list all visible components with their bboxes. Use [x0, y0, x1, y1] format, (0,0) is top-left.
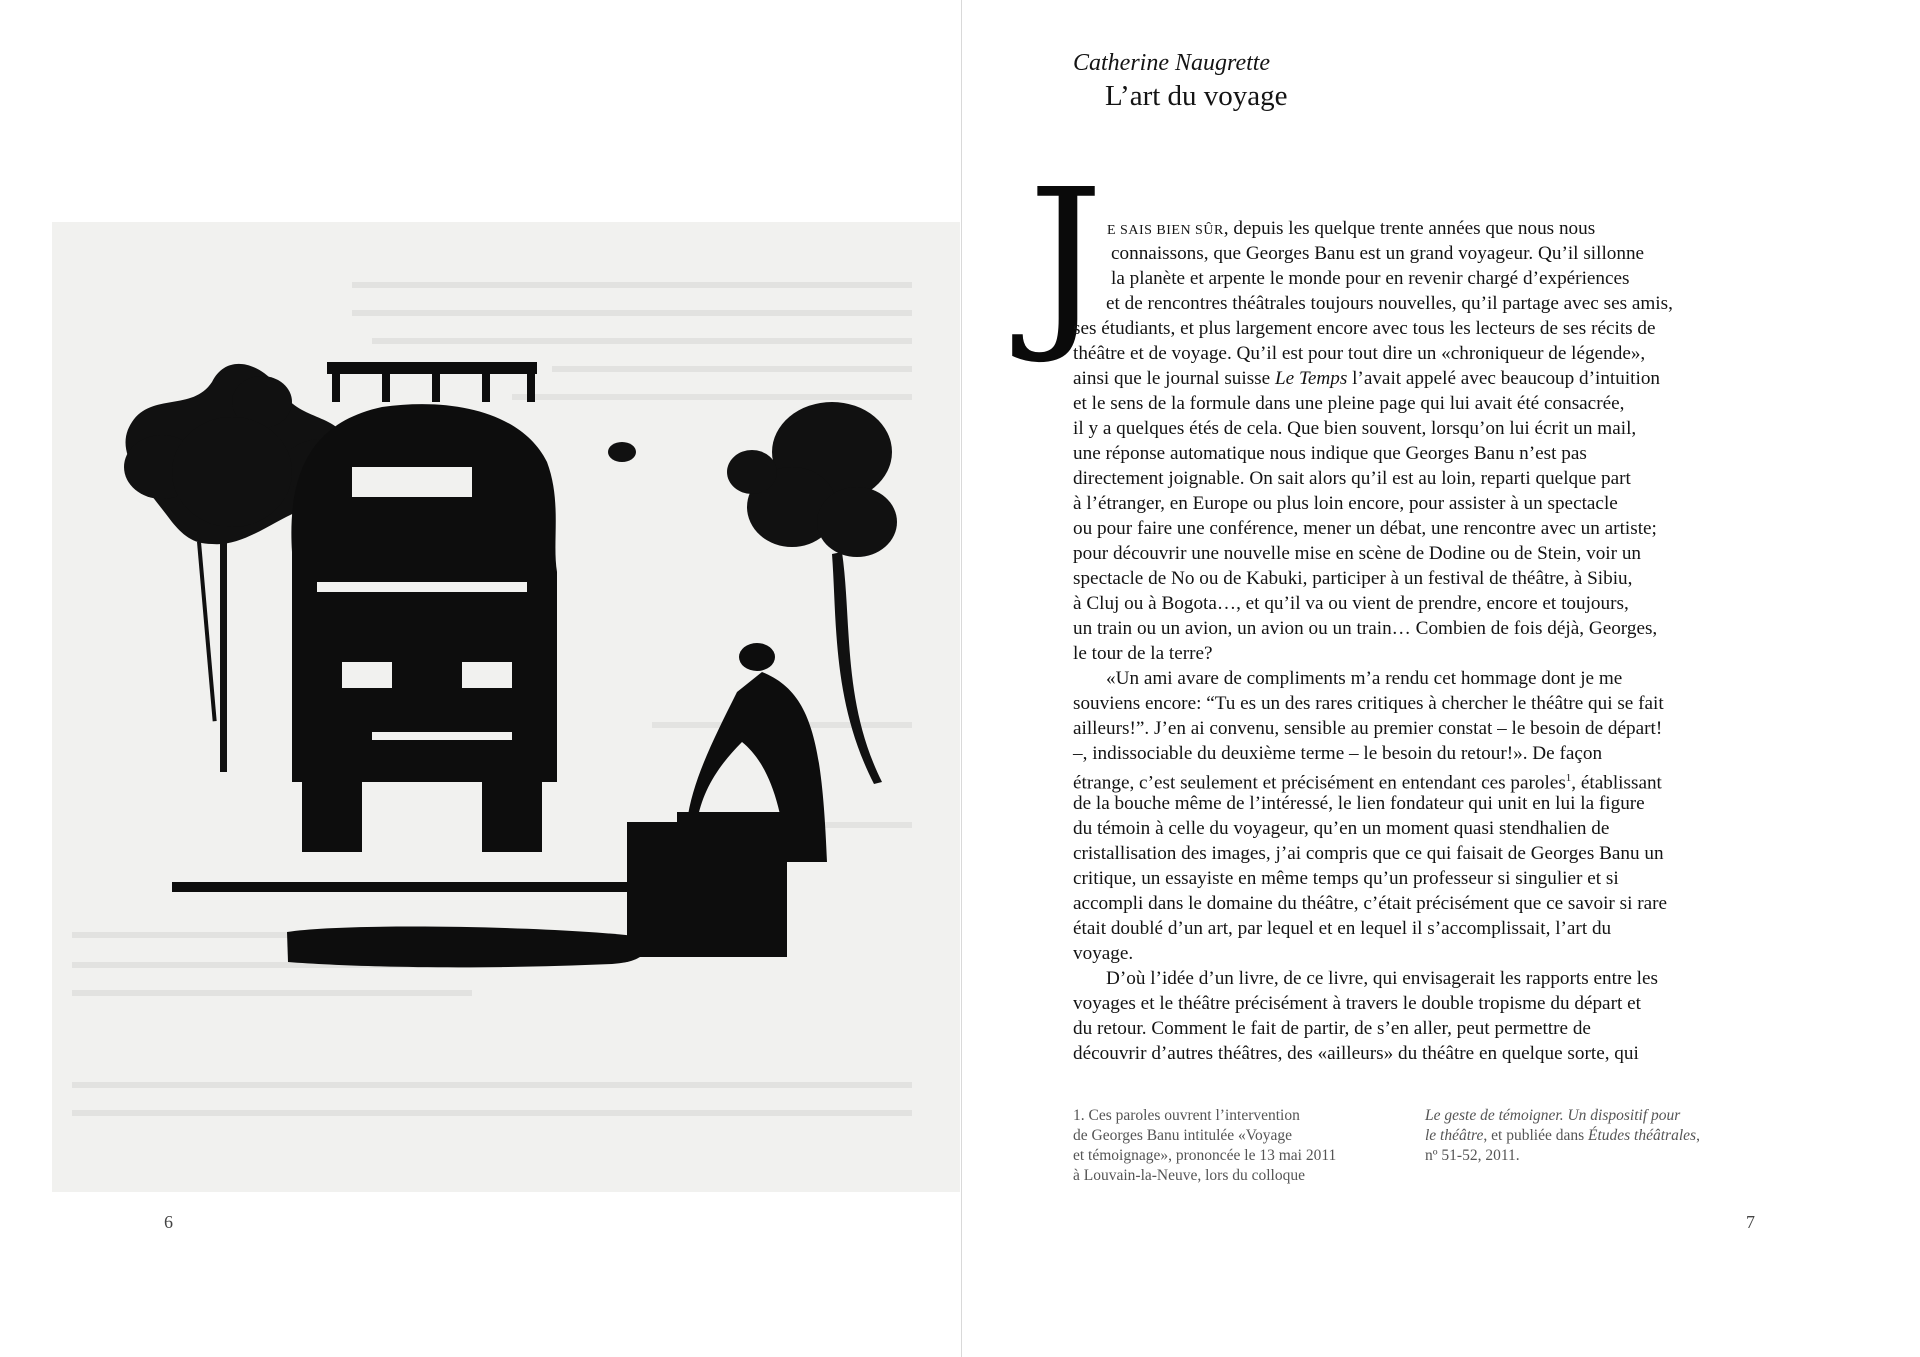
text-line: ainsi que le journal suisse Le Temps l’avait appelé avec beaucoup d’intuition — [1073, 368, 1661, 389]
text-line: D’où l’idée d’un livre, de ce livre, qui envisagerait les rapports entre les — [1106, 968, 1658, 989]
chapter-title: L’art du voyage — [1105, 80, 1288, 112]
page-number-left: 6 — [164, 1212, 173, 1232]
text-line: voyage. — [1073, 943, 1134, 964]
text-line: le tour de la terre? — [1073, 643, 1213, 664]
text-line: et de rencontres théâtrales toujours nouvelles, qu’il partage avec ses amis, — [1106, 293, 1673, 314]
page-number-right: 7 — [1746, 1212, 1755, 1232]
text-line: E SAIS BIEN SÛR, depuis les quelque trente années que nous nous — [1107, 218, 1596, 239]
text-line: pour découvrir une nouvelle mise en scène de Dodine ou de Stein, voir un — [1073, 543, 1642, 564]
drop-cap: J — [1028, 149, 1104, 368]
footnote-column-2 — [1425, 1106, 1755, 1166]
text-line: directement joignable. On sait alors qu’il est au loin, reparti quelque part — [1073, 468, 1631, 489]
text-line: voyages et le théâtre précisément à travers le double tropisme du départ et — [1073, 993, 1641, 1014]
text-line: il y a quelques étés de cela. Que bien souvent, lorsqu’on lui écrit un mail, — [1073, 418, 1637, 439]
text-line: était doublé d’un art, par lequel et en lequel il s’accomplissait, l’art du — [1073, 918, 1612, 939]
footnote-column-1 — [1073, 1106, 1373, 1186]
footnote-line: à Louvain-la-Neuve, lors du colloque — [1073, 1167, 1305, 1184]
text-line: une réponse automatique nous indique que Georges Banu n’est pas — [1073, 443, 1587, 464]
footnote-line: 1. Ces paroles ouvrent l’intervention — [1073, 1107, 1300, 1124]
page-gutter — [961, 0, 962, 1357]
text-line: étrange, c’est seulement et précisément en entendant ces paroles$^1$, établissant — [1073, 772, 1662, 794]
text-line: théâtre et de voyage. Qu’il est pour tout dire un «chroniqueur de légende», — [1073, 343, 1646, 364]
text-line: «Un ami avare de compliments m’a rendu cet hommage dont je me — [1106, 668, 1623, 689]
text-line: cristallisation des images, j’ai compris que ce qui faisait de Georges Banu un — [1073, 843, 1664, 864]
body-text — [1073, 216, 1753, 1066]
text-line: du retour. Comment le fait de partir, de s’en aller, peut permettre de — [1073, 1018, 1591, 1039]
footnote-line: Le geste de témoigner. Un dispositif pour — [1425, 1107, 1681, 1124]
text-line: souviens encore: “Tu es un des rares critiques à chercher le théâtre qui se fait — [1073, 693, 1664, 714]
text-line: un train ou un avion, un avion ou un train… Combien de fois déjà, Georges, — [1073, 618, 1658, 639]
text-line: ses étudiants, et plus largement encore avec tous les lecteurs de ses récits de — [1073, 318, 1656, 339]
text-line: ou pour faire une conférence, mener un débat, une rencontre avec un artiste; — [1073, 518, 1657, 539]
suitcases — [627, 812, 787, 957]
text-line: ailleurs!”. J’en ai convenu, sensible au premier constat – le besoin de départ! — [1073, 718, 1663, 739]
text-line: découvrir d’autres théâtres, des «ailleurs» du théâtre en quelque sorte, qui — [1073, 1043, 1639, 1064]
footnote-line: le théâtre, et publiée dans Études théâtrales, — [1425, 1127, 1700, 1144]
text-line: spectacle de No ou de Kabuki, participer à un festival de théâtre, à Sibiu, — [1073, 568, 1633, 589]
footnote-ref: 1 — [1565, 772, 1572, 784]
author-name: Catherine Naugrette — [1073, 50, 1271, 76]
text-line: de la bouche même de l’intéressé, le lien fondateur qui unit en lui la figure — [1073, 793, 1645, 814]
footnote-line: nº 51-52, 2011. — [1425, 1147, 1520, 1164]
footnote-line: et témoignage», prononcée le 13 mai 2011 — [1073, 1147, 1337, 1164]
text-line: la planète et arpente le monde pour en revenir chargé d’expériences — [1111, 268, 1630, 289]
text-line: connaissons, que Georges Banu est un grand voyageur. Qu’il sillonne — [1111, 243, 1645, 264]
text-line: accompli dans le domaine du théâtre, c’était précisément que ce savoir si rare — [1073, 893, 1668, 914]
text-line: et le sens de la formule dans une pleine page qui lui avait été consacrée, — [1073, 393, 1625, 414]
text-line: à Cluj ou à Bogota…, et qu’il va ou vient de prendre, encore et toujours, — [1073, 593, 1629, 614]
footnote-line: de Georges Banu intitulée «Voyage — [1073, 1127, 1292, 1144]
text-line: à l’étranger, en Europe ou plus loin encore, pour assister à un spectacle — [1073, 493, 1618, 514]
text-line: critique, un essayiste en même temps qu’un professeur si singulier et si — [1073, 868, 1619, 889]
text-line: du témoin à celle du voyageur, qu’en un moment quasi stendhalien de — [1073, 818, 1610, 839]
ink-illustration-car-traveler — [52, 222, 960, 1192]
text-line: –, indissociable du deuxième terme – le besoin du retour!». De façon — [1073, 743, 1603, 764]
